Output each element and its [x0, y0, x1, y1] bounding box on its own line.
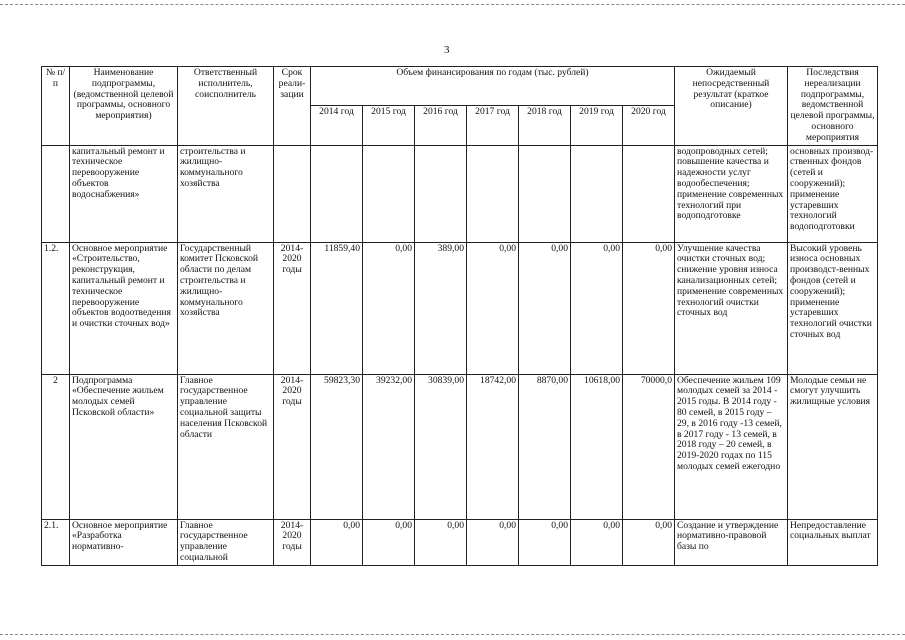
header-name: Наименование подпрограммы, (ведомственной целевой программы, основного мероприятия)	[70, 67, 178, 146]
cell-num: 1.2.	[42, 242, 70, 374]
header-responsible: Ответственный исполнитель, соисполнитель	[178, 67, 274, 146]
header-term: Срок реали-зации	[274, 67, 311, 146]
cell-name: Основное мероприятие «Строительство, реконструкция, капитальный ремонт и техническое перевооружение объектов водоотведения и очистки сточных вод»	[70, 242, 178, 374]
cell-value	[519, 145, 571, 242]
cell-value: 59823,30	[311, 374, 363, 519]
cell-value: 11859,40	[311, 242, 363, 374]
header-year: 2014 год	[311, 106, 363, 145]
cell-term: 2014-2020 годы	[274, 374, 311, 519]
cell-consequences: Непредоставление социальных выплат	[788, 519, 878, 565]
cell-value: 0,00	[415, 519, 467, 565]
cell-value: 0,00	[571, 519, 623, 565]
header-num: № п/п	[42, 67, 70, 146]
table-row	[42, 374, 878, 519]
header-expected: Ожидаемый непосредственный результат (краткое описание)	[675, 67, 788, 146]
cell-value: 30839,00	[415, 374, 467, 519]
cell-responsible: строительства и жилищно-коммунального хозяйства	[178, 145, 274, 242]
cell-term: 2014-2020 годы	[274, 242, 311, 374]
cell-expected: водопроводных сетей; повышение качества и надежности услуг водообеспечения; применение современных технологий при водоподготовке	[675, 145, 788, 242]
cell-value	[467, 145, 519, 242]
cell-value: 0,00	[467, 242, 519, 374]
cell-expected: Улучшение качества очистки сточных вод; снижение уровня износа канализационных сетей; применение современных технологий очистки сточных вод	[675, 242, 788, 374]
header-consequences: Последствия нереализации подпрограммы, ведомственной целевой программы, основного мероприятия	[788, 67, 878, 146]
cell-term	[274, 145, 311, 242]
cell-expected: Создание и утверждение нормативно-правовой базы по	[675, 519, 788, 565]
cell-responsible: Государственный комитет Псковской области по делам строительства и жилищно-коммунального хозяйства	[178, 242, 274, 374]
cell-num: 2.1.	[42, 519, 70, 565]
cell-value: 39232,00	[363, 374, 415, 519]
cell-value: 18742,00	[467, 374, 519, 519]
cell-name: капитальный ремонт и техническое перевооружение объектов водоснабжения»	[70, 145, 178, 242]
header-year: 2016 год	[415, 106, 467, 145]
cell-value: 0,00	[363, 242, 415, 374]
cell-value: 0,00	[467, 519, 519, 565]
cell-value	[415, 145, 467, 242]
header-row	[42, 67, 878, 106]
header-year: 2020 год	[623, 106, 675, 145]
cell-responsible: Главное государственное управление социальной защиты населения Псковской области	[178, 374, 274, 519]
cell-consequences: Высокий уровень износа основных производст-венных фондов (сетей и сооружений); применение устаревших технологий очистки сточных вод	[788, 242, 878, 374]
cell-value: 0,00	[363, 519, 415, 565]
cell-value: 70000,0	[623, 374, 675, 519]
cell-consequences: основных производ-ственных фондов (сетей и сооружений); применение устаревших технологий водоподготовки	[788, 145, 878, 242]
cell-value	[311, 145, 363, 242]
cell-value: 0,00	[623, 242, 675, 374]
header-financing: Объем финансирования по годам (тыс. рублей)	[311, 67, 675, 106]
cell-term: 2014-2020 годы	[274, 519, 311, 565]
cell-value: 0,00	[623, 519, 675, 565]
cell-name: Подпрограмма «Обеспечение жильем молодых семей Псковской области»	[70, 374, 178, 519]
cell-value: 0,00	[311, 519, 363, 565]
cell-num: 2	[42, 374, 70, 519]
scan-edge-top	[0, 4, 905, 5]
cell-value	[571, 145, 623, 242]
cell-consequences: Молодые семьи не смогут улучшить жилищные условия	[788, 374, 878, 519]
page-number: 3	[444, 44, 450, 56]
cell-responsible: Главное государственное управление социальной	[178, 519, 274, 565]
cell-expected: Обеспечение жильем 109 молодых семей за 2014 - 2015 годы. В 2014 году - 80 семей, в 2015 году – 29, в 2016 году -13 семей, в 2017 году - 13 семей, в 2018 году – 20 семей, в 2019-2020 годах по 115 молодых семей ежегодно	[675, 374, 788, 519]
header-year: 2015 год	[363, 106, 415, 145]
table-row	[42, 519, 878, 565]
header-year: 2019 год	[571, 106, 623, 145]
cell-value: 0,00	[519, 519, 571, 565]
cell-value: 10618,00	[571, 374, 623, 519]
header-year: 2017 год	[467, 106, 519, 145]
program-table	[41, 66, 878, 566]
cell-num	[42, 145, 70, 242]
cell-value: 389,00	[415, 242, 467, 374]
cell-value	[623, 145, 675, 242]
header-year: 2018 год	[519, 106, 571, 145]
cell-name: Основное мероприятие «Разработка нормативно-	[70, 519, 178, 565]
cell-value	[363, 145, 415, 242]
cell-value: 0,00	[519, 242, 571, 374]
cell-value: 0,00	[571, 242, 623, 374]
cell-value: 8870,00	[519, 374, 571, 519]
scan-edge-bottom	[0, 634, 905, 635]
table-row	[42, 145, 878, 242]
table-row	[42, 242, 878, 374]
